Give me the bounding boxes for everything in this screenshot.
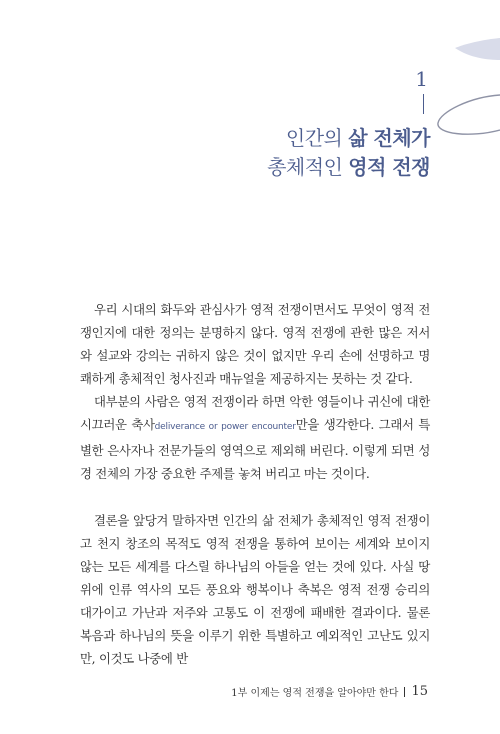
running-title: 1부 이제는 영적 전쟁을 알아야만 한다: [231, 688, 399, 699]
chapter-title-plain-1: 인간의: [285, 126, 349, 150]
chapter-title-bold-2: 영적 전쟁: [348, 155, 430, 179]
chapter-rule: [423, 94, 424, 114]
chapter-title-line-2: [130, 153, 430, 182]
chapter-number: 1: [415, 67, 428, 91]
body-text: [80, 298, 430, 670]
chapter-title-plain-2: 총체적인: [267, 155, 349, 179]
chapter-heading: [130, 68, 430, 182]
chapter-title: [130, 124, 430, 182]
english-gloss: deliverance or power encounter: [154, 422, 296, 432]
paragraph-2-start: 대부분의 사람은 영적 전쟁이라 하면 악한 영들이나 귀신에 대한 시끄러운 축사: [80, 394, 430, 432]
page-number: 15: [411, 684, 428, 699]
chapter-title-line-1: [130, 124, 430, 153]
paragraph-2-end: 만을 생각한다. 그래서 특별한 은사자나 전문가들의 영역으로 제외해 버린다. 이렇게 되면 성경 전체의 가장 중요한 주제를 놓쳐 버리고 마는 것이다.: [80, 417, 431, 481]
footer-separator: [404, 687, 405, 697]
paragraph-1: 우리 시대의 화두와 관심사가 영적 전쟁이면서도 무엇이 영적 전쟁인지에 대한 정의는 분명하지 않다. 영적 전쟁에 관한 많은 저서와 설교와 강의는 귀하지 않은 것이 없지만 우리 손에 선명하고 명쾌하게 총체적인 청사진과 매뉴얼을 제공하지는 못하는 것 같다.: [80, 302, 430, 386]
paragraph-2: [80, 390, 430, 485]
paragraph-3: 결론을 앞당겨 말하자면 인간의 삶 전체가 총체적인 영적 전쟁이고 천지 창조의 목적도 영적 전쟁을 통하여 보이는 세계와 보이지 않는 모든 세계를 다스릴 하나님의 아들을 얻는 것에 있다. 사실 땅 위에 인류 역사의 모든 풍요와 행복이나 축복은 영적 전쟁 승리의 대가이고 가난과 저주와 고통도 이 전쟁에 패배한 결과이다. 물론 복음과 하나님의 뜻을 이루기 위한 특별하고 예외적인 고난도 있지만, 이것도 나중에 반: [80, 513, 430, 666]
chapter-title-bold-1: 삶 전체가: [348, 126, 430, 150]
page-footer: [231, 684, 428, 699]
